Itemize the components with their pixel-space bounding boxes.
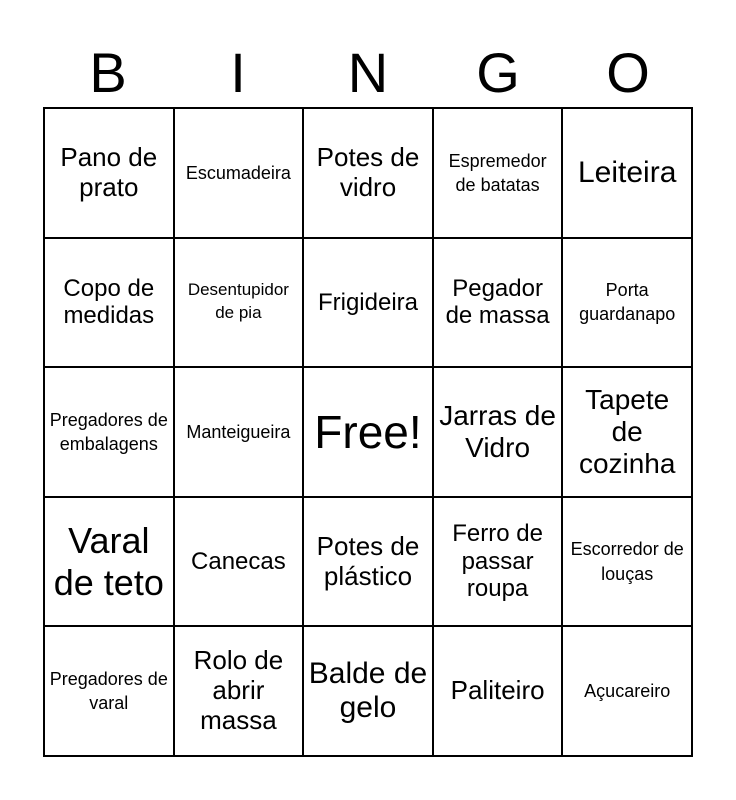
bingo-cell[interactable]: Tapete de cozinha	[562, 367, 692, 497]
bingo-cell[interactable]: Varal de teto	[44, 497, 174, 627]
bingo-cell[interactable]: Pano de prato	[44, 108, 174, 238]
bingo-cell[interactable]: Copo de medidas	[44, 238, 174, 368]
header-letter-n: N	[347, 41, 389, 104]
bingo-cell[interactable]: Balde de gelo	[303, 626, 433, 756]
bingo-cell[interactable]: Pegador de massa	[433, 238, 563, 368]
bingo-cell[interactable]: Pregadores de varal	[44, 626, 174, 756]
bingo-cell[interactable]: Potes de vidro	[303, 108, 433, 238]
bingo-cell[interactable]: Canecas	[174, 497, 304, 627]
bingo-cell[interactable]: Potes de plástico	[303, 497, 433, 627]
bingo-cell[interactable]: Ferro de passar roupa	[433, 497, 563, 627]
bingo-cell[interactable]: Pregadores de embalagens	[44, 367, 174, 497]
bingo-cell[interactable]: Paliteiro	[433, 626, 563, 756]
bingo-cell[interactable]: Rolo de abrir massa	[174, 626, 304, 756]
bingo-cell[interactable]: Desentupidor de pia	[174, 238, 304, 368]
bingo-cell[interactable]: Frigideira	[303, 238, 433, 368]
bingo-cell[interactable]: Escumadeira	[174, 108, 304, 238]
bingo-header	[43, 40, 693, 106]
free-space-cell[interactable]: Free!	[303, 367, 433, 497]
bingo-card-grid	[43, 107, 693, 757]
bingo-cell[interactable]: Escorredor de louças	[562, 497, 692, 627]
header-letter-b: B	[89, 41, 127, 104]
header-letter-i: I	[230, 41, 246, 104]
bingo-cell[interactable]: Açucareiro	[562, 626, 692, 756]
bingo-cell[interactable]: Porta guardanapo	[562, 238, 692, 368]
bingo-cell[interactable]: Manteigueira	[174, 367, 304, 497]
bingo-cell[interactable]: Leiteira	[562, 108, 692, 238]
bingo-cell[interactable]: Jarras de Vidro	[433, 367, 563, 497]
bingo-cell[interactable]: Espremedor de batatas	[433, 108, 563, 238]
header-letter-g: G	[476, 41, 520, 104]
header-letter-o: O	[606, 41, 650, 104]
